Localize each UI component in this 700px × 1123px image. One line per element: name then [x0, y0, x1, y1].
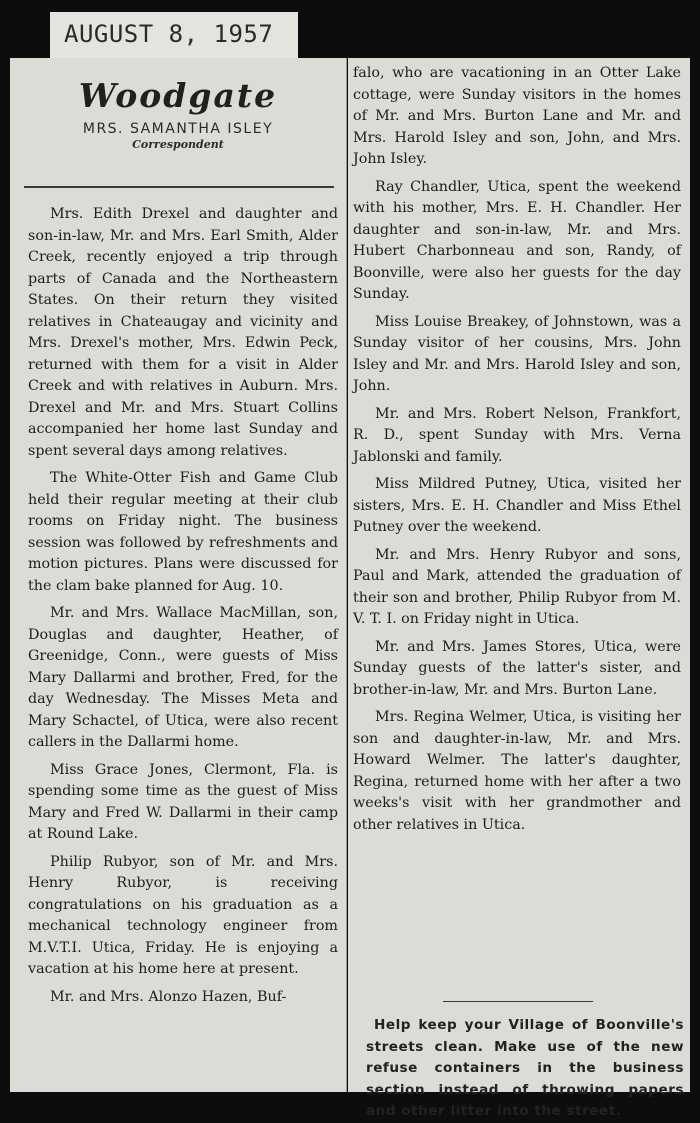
news-paragraph: Mr. and Mrs. Robert Nelson, Frankfort, R. D., spent Sunday with Mrs. Verna Jablonski and family.: [353, 405, 681, 465]
right-article-body: [353, 63, 681, 842]
news-paragraph: Miss Grace Jones, Clermont, Fla. is spending some time as the guest of Miss Mary and Fred W. Dallarmi in their camp at Round Lake.: [28, 761, 338, 842]
news-paragraph: Mr. and Mrs. Henry Rubyor and sons, Paul and Mark, attended the graduation of their son and brother, Philip Rubyor from M. V. T. I. on Friday night in Utica.: [353, 546, 681, 627]
news-paragraph: Mr. and Mrs. James Stores, Utica, were Sunday guests of the latter's sister, and brother-in-law, Mr. and Mrs. Burton Lane.: [353, 638, 681, 698]
masthead: [10, 76, 346, 151]
correspondent-role: Correspondent: [132, 138, 224, 151]
left-column: [10, 58, 347, 1092]
news-paragraph: Miss Louise Breakey, of Johnstown, was a Sunday visitor of her cousins, Mrs. John Isley and Mr. and Mrs. Harold Isley and son, John.: [353, 313, 681, 394]
correspondent-name: MRS. SAMANTHA ISLEY: [82, 121, 274, 137]
news-paragraph: Mr. and Mrs. Alonzo Hazen, Buf-: [50, 988, 287, 1005]
news-paragraph: falo, who are vacationing in an Otter Lake cottage, were Sunday visitors in the homes of Mr. and Mrs. Burton Lane and Mr. and Mrs. Harold Isley and son, John, and Mrs. John Isley.: [353, 65, 681, 167]
publication-date: AUGUST 8, 1957: [64, 20, 274, 48]
column-title: Woodgate: [78, 76, 278, 115]
notice-divider: [443, 1001, 593, 1002]
left-article-body: [28, 204, 338, 1014]
masthead-rule: [24, 186, 334, 188]
news-paragraph: Miss Mildred Putney, Utica, visited her sisters, Mrs. E. H. Chandler and Miss Ethel Putney over the weekend.: [353, 476, 681, 535]
news-paragraph: The White-Otter Fish and Game Club held their regular meeting at their club rooms on Friday night. The business session was followed by refreshments and motion pictures. Plans were discussed for the clam bake planned for Aug. 10.: [28, 470, 338, 594]
notice-box: [366, 1015, 684, 1123]
news-paragraph: Mrs. Edith Drexel and daughter and son-in-law, Mr. and Mrs. Earl Smith, Alder Creek, recently enjoyed a trip through parts of Canada and the Northeastern States. On their return they visited relatives in Chateaugay and vicinity and Mrs. Drexel's mother, Mrs. Edwin Peck, returned with them for a visit in Alder Creek and with relatives in Auburn. Mrs. Drexel and Mr. and Mrs. Stuart Collins accompanied her home last Sunday and spent several days among relatives.: [28, 206, 338, 459]
news-paragraph: Ray Chandler, Utica, spent the weekend with his mother, Mrs. E. H. Chandler. Her daughter and son-in-law, Mr. and Mrs. Hubert Charbonneau and son, Randy, of Boonville, were also her guests for the day Sunday.: [353, 178, 681, 302]
news-paragraph: Mrs. Regina Welmer, Utica, is visiting her son and daughter-in-law, Mr. and Mrs. Howard Welmer. The latter's daughter, Regina, returned home with her after a two weeks's visit with her grandmother and other relatives in Utica.: [353, 709, 681, 833]
news-paragraph: Mr. and Mrs. Wallace MacMillan, son, Douglas and daughter, Heather, of Greenidge, Conn., were guests of Miss Mary Dallarmi and brother, Fred, for the day Wednesday. The Misses Meta and Mary Schactel, of Utica, were also recent callers in the Dallarmi home.: [28, 605, 338, 750]
notice-text: Help keep your Village of Boonville's streets clean. Make use of the new refuse containers in the business section instead of throwing papers and other litter into the street.: [366, 1017, 684, 1119]
news-paragraph: Philip Rubyor, son of Mr. and Mrs. Henry Rubyor, is receiving congratulations on his graduation as a mechanical technology engineer from M.V.T.I. Utica, Friday. He is enjoying a vacation at his home here at present.: [28, 853, 338, 977]
right-column: [348, 58, 690, 1119]
